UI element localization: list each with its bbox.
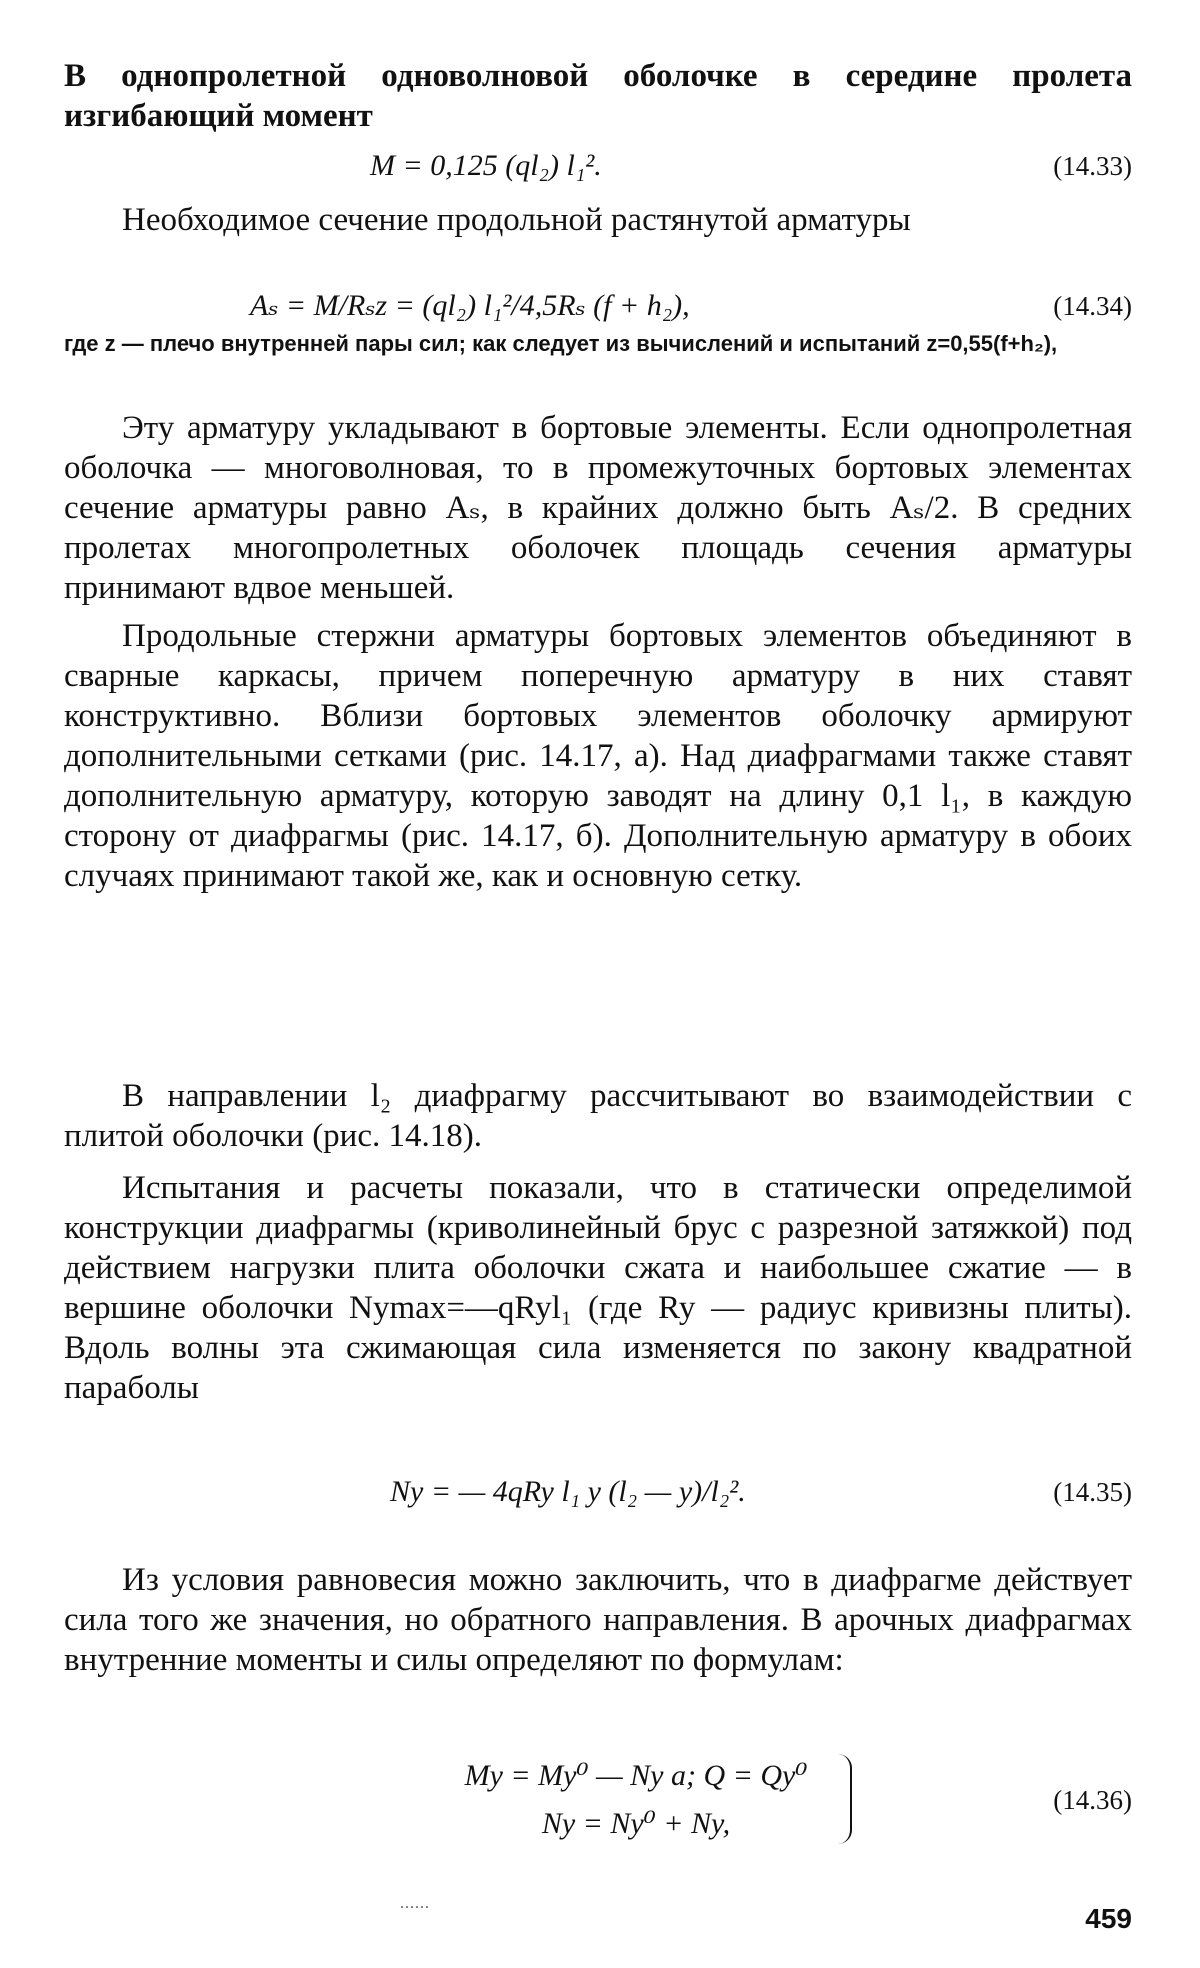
page-number: 459 [1085,1903,1132,1934]
paragraph-diaphragm-direction: В направлении l₂ диафрагму рассчитывают во взаимодействии с плитой оболочки (рис. 14.18). [64,1078,1132,1154]
equation-14-36 [64,1750,1132,1850]
right-brace [836,1754,852,1844]
paragraph-reinforcement-section: Необходимое сечение продольной растянутой арматуры [122,202,911,238]
footnote-lever-arm: где z — плечо внутренней пары сил; как следует из вычислений и испытаний z=0,55(f+h₂), [64,331,1058,356]
paragraph-equilibrium: Из условия равновесия можно заключить, что в диафрагме действует сила того же значения, но обратного направления. В арочных диафрагмах внутренние моменты и силы определяют по формулам: [64,1562,1132,1678]
paragraph-tests: Испытания и расчеты показали, что в статически определимой конструкции диафрагмы (криволинейный брус с разрезной затяжкой) под действием нагрузки плита оболочки сжата и наибольшее сжатие — в вершине оболочки Nymax=—qRyl₁ (где Ry — радиус кривизны плиты). Вдоль волны эта сжимающая сила изменяется по закону квадратной параболы [64,1170,1132,1406]
equation-number: (14.36) [1053,1785,1132,1815]
equation-expression: Ny = — 4qRy l₁ y (l₂ — y)/l₂². [390,1475,746,1508]
equation-number: (14.34) [1053,291,1132,321]
equation-number: (14.33) [1053,151,1132,181]
paragraph-intro: В однопролетной одноволновой оболочке в середине пролета изгибающий момент [64,58,1132,134]
equation-number: (14.35) [1053,1477,1132,1507]
equation-line-1: My = My⁰ — Ny a; Q = Qy⁰ [464,1759,808,1792]
equation-14-34 [64,284,1132,328]
equation-line-2: Ny = Ny⁰ + Ny, [541,1807,731,1840]
equation-expression: Aₛ = M/Rₛz = (ql₂) l₁²/4,5Rₛ (f + h₂), [250,289,690,322]
paragraph-edge-elements: Эту арматуру укладывают в бортовые элементы. Если однопролетная оболочка — многоволновая, то в промежуточных бортовых элементах сечение арматуры равно Aₛ, в крайних должно быть Aₛ/2. В средних пролетах многопролетных оболочек площадь сечения арматуры принимают вдвое меньшей. [64,410,1132,606]
equation-expression: M = 0,125 (ql₂) l₁². [370,149,602,182]
equation-14-33 [64,144,1132,188]
print-mark: ...... [400,1895,430,1912]
equation-14-35 [64,1470,1132,1514]
paragraph-longitudinal-bars: Продольные стержни арматуры бортовых элементов объединяют в сварные каркасы, причем поперечную арматуру в них ставят конструктивно. Вблизи бортовых элементов оболочку армируют дополнительными сетками (рис. 14.17, а). Над диафрагмами также ставят дополнительную арматуру, которую заводят на длину 0,1 l₁, в каждую сторону от диафрагмы (рис. 14.17, б). Дополнительную арматуру в обоих случаях принимают такой же, как и основную сетку. [64,618,1132,894]
